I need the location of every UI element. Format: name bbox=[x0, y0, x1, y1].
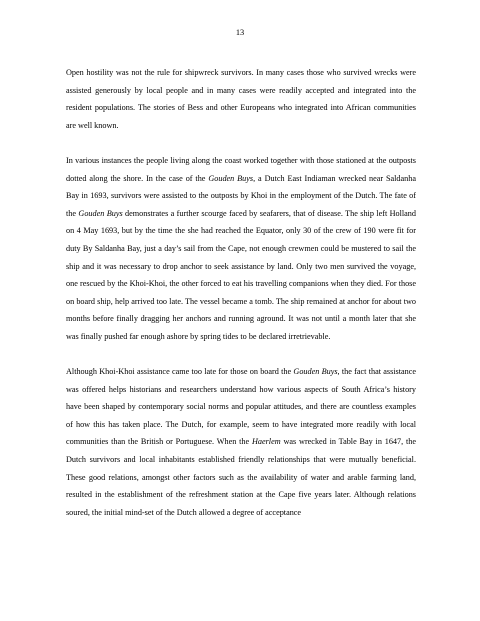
ship-name: Haerlem bbox=[251, 437, 281, 447]
paragraph-3 bbox=[66, 363, 416, 521]
page-number: 13 bbox=[235, 28, 245, 37]
text-run: Open hostility was not the rule for shipwreck survivors. In many cases those who survived wrecks were assisted generously by local people and in many cases were readily accepted and integrated into the resident populations. The stories of Bess and other Europeans who integrated into African communities are well known. bbox=[66, 68, 416, 130]
text-run: In various instances the people living along the coast worked together with those stationed at the outposts dotted along the shore. In the case of the bbox=[66, 155, 416, 183]
paragraph-2 bbox=[66, 152, 416, 346]
ship-name: Gouden Buys bbox=[208, 173, 254, 183]
ship-name: Gouden Buys bbox=[78, 208, 123, 218]
text-run: , the fact that assistance was offered helps historians and researchers understand how various aspects of South Africa’s history have been shaped by contemporary social norms and popular attitudes, and there are countless examples of how this has taken place. The Dutch, for example, seem to have integrated more readily with local communities than the British or Portuguese. When the bbox=[66, 367, 416, 447]
text-run: demonstrates a further scourge faced by seafarers, that of disease. The ship left Holland on 4 May 1693, but by the time the she had reached the Equator, only 30 of the crew of 190 were fit for duty By Saldanha Bay, just a day’s sail from the Cape, not enough crewmen could be mustered to sail the ship and it was necessary to drop anchor to seek assistance by land. Only two men survived the voyage, one rescued by the Khoi-Khoi, the other forced to eat his travelling companions when they died. For those on board ship, help arrived too late. The vessel became a tomb. The ship remained at anchor for about two months before finally dragging her anchors and running aground. It was not until a month later that she was finally pushed far enough ashore by spring tides to be declared irretrievable. bbox=[66, 208, 416, 341]
text-run: Although Khoi-Khoi assistance came too late for those on board the bbox=[66, 367, 294, 377]
paragraph-1 bbox=[66, 64, 416, 134]
body-text bbox=[66, 64, 416, 521]
text-run: , a Dutch East Indiaman wrecked near Saldanha Bay in 1693, survivors were assisted to the outposts by Khoi in the employment of the Dutch. The fate of the bbox=[66, 173, 416, 218]
text-run: was wrecked in Table Bay in 1647, the Dutch survivors and local inhabitants established friendly relationships that were mutually beneficial. These good relations, amongst other factors such as the availability of water and arable farming land, resulted in the establishment of the refreshment station at the Cape five years later. Although relations soured, the initial mind-set of the Dutch allowed a degree of acceptance bbox=[66, 437, 417, 517]
ship-name: Gouden Buys bbox=[293, 367, 338, 377]
